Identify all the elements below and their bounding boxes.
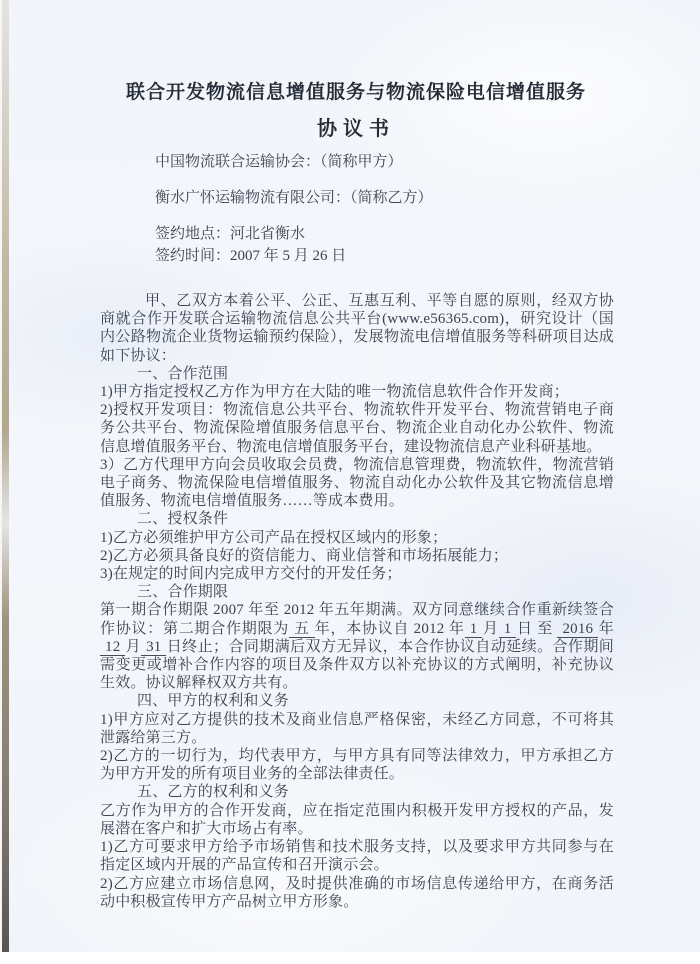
term-text: 第一期合作期限 2007 年至 2012 年五年期满。双方同意继续合作重新续签合作协议：第二期合作期限为 [100,602,614,637]
contract-header-block [155,152,612,266]
section-4-clause-2: 2)乙方的一切行为，均代表甲方，与甲方具有同等法律效力，甲方承担乙方为甲方开发的所有项目业务的全部法律责任。 [100,748,614,783]
term-fill-end-month: 12 [100,639,125,656]
party-a-line: 中国物流联合运输协会：（简称甲方） [155,154,403,170]
term-fill-end-day: 31 [141,639,166,656]
section-4-clause-1: 1)甲方应对乙方提供的技术及商业信息严格保密，未经乙方同意，不可将其泄露给第三方。 [100,711,614,746]
section-4-heading: 四、甲方的权利和义务 [137,693,290,710]
term-text: 年，本协议自 2012 年 [314,620,465,637]
term-text: 日 至 [516,620,553,637]
section-3-heading: 三、合作期限 [137,584,229,601]
term-fill-start-month: 1 [465,621,483,638]
section-1-heading: 一、合作范围 [137,365,229,382]
section-5-heading: 五、乙方的权利和义务 [137,784,290,801]
contract-body [100,292,614,911]
section-2-clause-3: 3)在规定的时间内完成甲方交付的开发任务； [100,566,402,583]
scanner-background-strip [0,952,700,964]
document-title-line2: 协议书 [317,118,395,140]
sign-place-line: 签约地点：河北省衡水 [155,226,306,242]
term-text: 月 [482,620,499,637]
section-5-intro: 乙方作为甲方的合作开发商，应在指定范围内积极开发甲方授权的产品，发展潜在客户和扩大市场占有率。 [100,802,614,837]
section-3-term-paragraph [100,601,614,692]
term-text: 年 [598,620,615,637]
section-2-heading: 二、授权条件 [137,511,229,528]
section-5-clause-1: 1)乙方可要求甲方给予市场销售和技术服务支持，以及要求甲方共同参与在指定区域内开展的产品宣传和召开演示会。 [100,839,614,874]
section-1-clause-1: 1)甲方指定授权乙方作为甲方在大陆的唯一物流信息软件合作开发商； [100,384,569,401]
term-fill-years: 五 [289,621,315,638]
sign-date-line: 签约时间：2007 年 5 月 26 日 [155,248,347,264]
party-b-line: 衡水广怀运输物流有限公司：（简称乙方） [155,190,433,206]
term-fill-start-day: 1 [499,621,517,638]
section-1-clause-2: 2)授权开发项目：物流信息公共平台、物流软件开发平台、物流营销电子商务公共平台、物流保险增值服务信息平台、物流企业自动化办公软件、物流信息增值服务平台、物流电信增值服务平台，建设物流信息产业科研基地。 [100,402,614,455]
document-title-line1: 联合开发物流信息增值服务与物流保险电信增值服务 [125,82,586,103]
section-2-clause-1: 1)乙方必须维护甲方公司产品在授权区域内的形象； [100,529,448,546]
term-text: 日终止；合同期满后双方无异议，本合作协议自动延续。合作期间需变更或增补合作内容的项目及条件双方以补充协议的方式阐明，补充协议生效。协议解释权双方共有。 [100,638,614,692]
term-fill-end-year: 2016 [557,621,598,638]
section-2-clause-2: 2)乙方必须具备良好的资信能力、商业信誉和市场拓展能力； [100,547,509,564]
section-1-clause-3: 3）乙方代理甲方向会员收取会员费，物流信息管理费，物流软件，物流营销电子商务、物流保险电信增值服务、物流自动化办公软件及其它物流信息增值服务、物流电信增值服务……等成本费用。 [100,456,614,510]
term-text: 月 [125,638,142,655]
section-5-clause-2: 2)乙方应建立市场信息网，及时提供准确的市场信息传递给甲方，在商务活动中积极宣传甲方产品树立甲方形象。 [100,875,614,910]
preamble-paragraph: 甲、乙双方本着公平、公正、互惠互利、平等自愿的原则，经双方协商就合作开发联合运输物流信息公共平台(www.e56365.com)，研究设计（国内公路物流企业货物运输预约保险），发展物流电信增值服务等科研项目达成如下协议： [100,293,614,364]
